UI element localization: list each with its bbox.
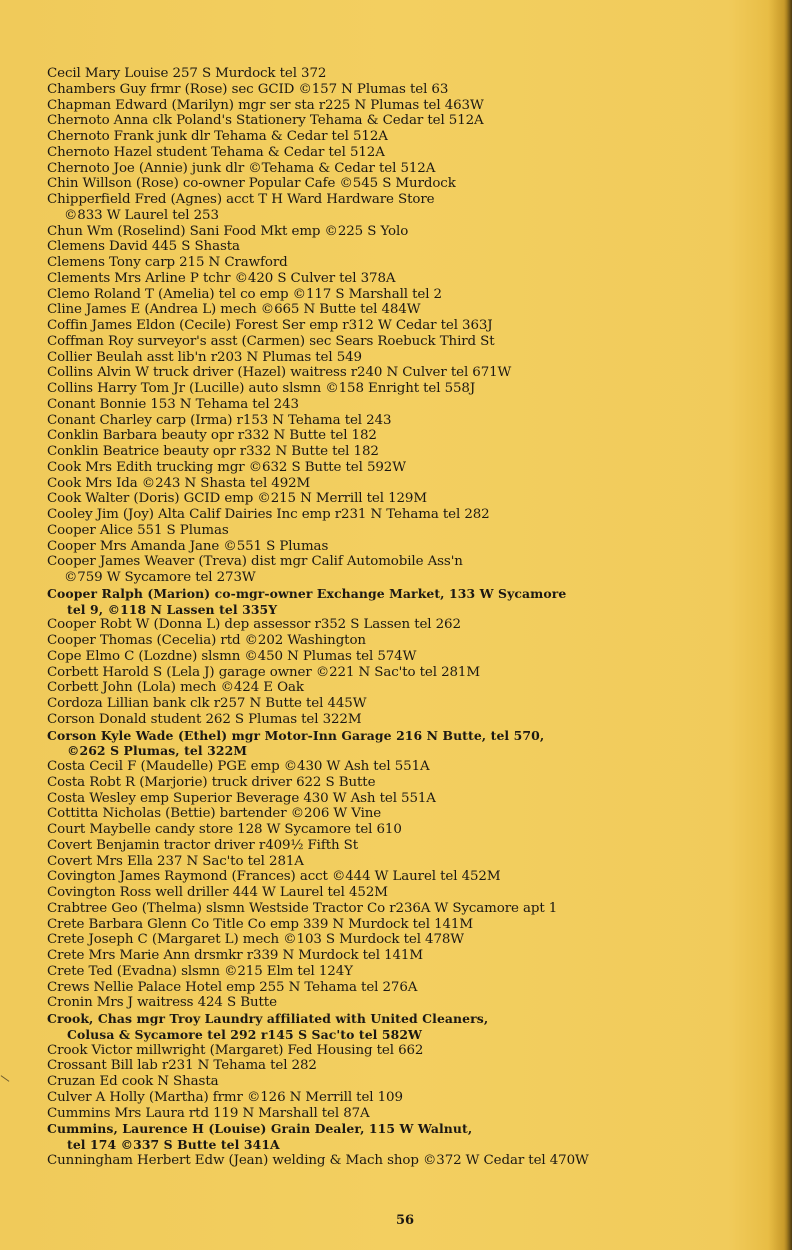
- entry-text: Conant Charley carp (Irma) r153 N Tehama tel 243: [47, 412, 392, 428]
- entry-text: Collier Beulah asst lib'n r203 N Plumas tel 549: [47, 349, 362, 365]
- directory-entry: [47, 287, 767, 303]
- entry-continuation: ©833 W Laurel tel 253: [64, 207, 219, 223]
- entry-text: Cooper James Weaver (Treva) dist mgr Calif Automobile Ass'n: [47, 554, 463, 570]
- directory-entry: [47, 271, 767, 287]
- entry-text: Chun Wm (Roselind) Sani Food Mkt emp ©225 S Yolo: [47, 223, 409, 239]
- directory-entry: [47, 523, 767, 539]
- directory-entry: [47, 980, 767, 996]
- directory-listing: [47, 66, 767, 1169]
- entry-text: Collins Harry Tom Jr (Lucille) auto slsmn ©158 Enright tel 558J: [47, 381, 476, 396]
- entry-text: Crook, Chas mgr Troy Laundry affiliated with United Cleaners,: [47, 1011, 489, 1026]
- entry-text: Crossant Bill lab r231 N Tehama tel 282: [47, 1058, 317, 1074]
- entry-text: Cooper Ralph (Marion) co-mgr-owner Exchange Market, 133 W Sycamore: [47, 585, 567, 601]
- entry-text: Clements Mrs Arline P tchr ©420 S Culver tel 378A: [47, 270, 396, 286]
- entry-text: Cook Mrs Ida ©243 N Shasta tel 492M: [47, 475, 311, 491]
- directory-entry: [47, 791, 767, 807]
- entry-text: Court Maybelle candy store 128 W Sycamore tel 610: [47, 822, 402, 837]
- directory-entry: [47, 1074, 767, 1090]
- directory-entry: [47, 381, 767, 397]
- entry-continuation: tel 174 ©337 S Butte tel 341A: [67, 1137, 280, 1152]
- directory-entry: [47, 948, 767, 964]
- entry-text: Cooley Jim (Joy) Alta Calif Dairies Inc emp r231 N Tehama tel 282: [47, 507, 490, 522]
- entry-text: Chambers Guy frmr (Rose) sec GCID ©157 N Plumas tel 63: [47, 81, 449, 97]
- directory-entry: [47, 491, 767, 507]
- directory-entry: [47, 917, 767, 933]
- directory-entry: [47, 901, 767, 917]
- entry-text: Costa Wesley emp Superior Beverage 430 W Ash tel 551A: [47, 790, 436, 806]
- directory-entry: [47, 854, 767, 870]
- directory-entry: [47, 334, 767, 350]
- entry-text: Crews Nellie Palace Hotel emp 255 N Tehama tel 276A: [47, 979, 418, 995]
- directory-entry: [47, 932, 767, 948]
- entry-continuation: Colusa & Sycamore tel 292 r145 S Sac'to tel 582W: [67, 1026, 423, 1042]
- directory-entry: [47, 696, 767, 712]
- directory-entry: [47, 460, 767, 476]
- directory-entry: [47, 397, 767, 413]
- entry-text: Cottitta Nicholas (Bettie) bartender ©206 W Vine: [47, 806, 382, 822]
- directory-entry: [47, 161, 767, 177]
- entry-text: Conant Bonnie 153 N Tehama tel 243: [47, 396, 299, 412]
- directory-entry: [47, 145, 767, 161]
- directory-entry: [47, 129, 767, 145]
- directory-entry: [47, 255, 767, 271]
- entry-text: Chernoto Hazel student Tehama & Cedar tel 512A: [47, 144, 385, 160]
- directory-entry: [47, 476, 767, 492]
- entry-text: Cooper Robt W (Donna L) dep assessor r352 S Lassen tel 262: [47, 617, 461, 633]
- entry-continuation: ©262 S Plumas, tel 322M: [67, 743, 248, 759]
- directory-entry: [47, 318, 767, 334]
- entry-text: Cooper Thomas (Cecelia) rtd ©202 Washington: [47, 633, 366, 648]
- entry-text: Costa Robt R (Marjorie) truck driver 622 S Butte: [47, 774, 376, 790]
- directory-entry: [47, 113, 767, 129]
- directory-entry: [47, 617, 767, 633]
- entry-text: Crabtree Geo (Thelma) slsmn Westside Tractor Co r236A W Sycamore apt 1: [47, 900, 558, 916]
- directory-entry: [47, 224, 767, 240]
- directory-entry: [47, 444, 767, 460]
- entry-text: Covert Benjamin tractor driver r409½ Fifth St: [47, 837, 359, 853]
- directory-entry: [47, 680, 767, 696]
- directory-entry: [47, 302, 767, 318]
- directory-entry: [47, 1090, 767, 1106]
- entry-text: Crete Ted (Evadna) slsmn ©215 Elm tel 124Y: [47, 963, 353, 979]
- directory-entry: [47, 759, 767, 775]
- directory-entry: [47, 350, 767, 366]
- entry-text: Coffman Roy surveyor's asst (Carmen) sec Sears Roebuck Third St: [47, 333, 495, 349]
- entry-text: Chipperfield Fred (Agnes) acct T H Ward Hardware Store: [47, 192, 435, 207]
- directory-entry: [47, 995, 767, 1011]
- entry-text: Cummins Mrs Laura rtd 119 N Marshall tel 87A: [47, 1105, 370, 1121]
- entry-text: Cronin Mrs J waitress 424 S Butte: [47, 995, 277, 1011]
- directory-entry: [47, 869, 767, 885]
- entry-continuation: tel 9, ©118 N Lassen tel 335Y: [67, 601, 278, 617]
- directory-entry: [47, 66, 767, 82]
- entry-text: Cummins, Laurence H (Louise) Grain Dealer, 115 W Walnut,: [47, 1121, 473, 1137]
- directory-entry: [47, 712, 767, 728]
- directory-entry: [47, 838, 767, 854]
- entry-text: Conklin Beatrice beauty opr r332 N Butte tel 182: [47, 444, 379, 459]
- entry-text: Covington Ross well driller 444 W Laurel tel 452M: [47, 885, 388, 900]
- entry-text: Cordoza Lillian bank clk r257 N Butte tel 445W: [47, 696, 367, 711]
- directory-entry: [47, 98, 767, 114]
- directory-entry: [47, 1011, 767, 1043]
- entry-text: Chernoto Joe (Annie) junk dlr ©Tehama & Cedar tel 512A: [47, 160, 436, 176]
- entry-text: Collins Alvin W truck driver (Hazel) waitress r240 N Culver tel 671W: [47, 365, 512, 381]
- entry-text: Costa Cecil F (Maudelle) PGE emp ©430 W Ash tel 551A: [47, 759, 430, 774]
- directory-entry: [47, 885, 767, 901]
- entry-text: Crete Joseph C (Margaret L) mech ©103 S Murdock tel 478W: [47, 932, 464, 948]
- entry-text: Chapman Edward (Marilyn) mgr ser sta r225 N Plumas tel 463W: [47, 97, 484, 113]
- directory-entry: [47, 176, 767, 192]
- entry-text: Cook Walter (Doris) GCID emp ©215 N Merrill tel 129M: [47, 491, 427, 507]
- directory-entry: [47, 413, 767, 429]
- entry-text: Corson Donald student 262 S Plumas tel 322M: [47, 711, 362, 727]
- directory-entry: [47, 633, 767, 649]
- entry-continuation: ©759 W Sycamore tel 273W: [64, 570, 256, 585]
- entry-text: Cline James E (Andrea L) mech ©665 N Butte tel 484W: [47, 302, 421, 318]
- entry-text: Cope Elmo C (Lozdne) slsmn ©450 N Plumas tel 574W: [47, 648, 417, 664]
- entry-text: Crook Victor millwright (Margaret) Fed Housing tel 662: [47, 1042, 424, 1058]
- entry-text: Covington James Raymond (Frances) acct ©444 W Laurel tel 452M: [47, 869, 501, 885]
- directory-entry: [47, 507, 767, 523]
- entry-text: Culver A Holly (Martha) frmr ©126 N Merrill tel 109: [47, 1089, 403, 1105]
- entry-text: Corbett John (Lola) mech ©424 E Oak: [47, 680, 304, 696]
- entry-text: Clemo Roland T (Amelia) tel co emp ©117 S Marshall tel 2: [47, 286, 442, 302]
- entry-text: Cecil Mary Louise 257 S Murdock tel 372: [47, 66, 327, 81]
- entry-text: Crete Barbara Glenn Co Title Co emp 339 N Murdock tel 141M: [47, 916, 473, 932]
- directory-entry: [47, 365, 767, 381]
- entry-text: Crete Mrs Marie Ann drsmkr r339 N Murdock tel 141M: [47, 948, 423, 963]
- directory-entry: [47, 554, 767, 586]
- directory-entry: [47, 728, 767, 760]
- directory-entry: [47, 1121, 767, 1153]
- entry-text: Clemens David 445 S Shasta: [47, 239, 240, 255]
- entry-text: Corson Kyle Wade (Ethel) mgr Motor-Inn Garage 216 N Butte, tel 570,: [47, 727, 545, 743]
- directory-entry: [47, 1106, 767, 1122]
- entry-text: Chernoto Frank junk dlr Tehama & Cedar tel 512A: [47, 129, 388, 144]
- directory-entry: [47, 1058, 767, 1074]
- entry-text: Cunningham Herbert Edw (Jean) welding & Mach shop ©372 W Cedar tel 470W: [47, 1152, 589, 1168]
- directory-entry: [47, 1153, 767, 1169]
- entry-text: Chernoto Anna clk Poland's Stationery Tehama & Cedar tel 512A: [47, 113, 484, 129]
- book-spine-shadow: [786, 0, 792, 1250]
- entry-text: Cooper Alice 551 S Plumas: [47, 522, 229, 538]
- entry-text: Cruzan Ed cook N Shasta: [47, 1074, 219, 1089]
- directory-entry: [47, 964, 767, 980]
- directory-entry: [47, 192, 767, 224]
- entry-text: Cooper Mrs Amanda Jane ©551 S Plumas: [47, 538, 329, 554]
- directory-entry: [47, 665, 767, 681]
- directory-entry: [47, 775, 767, 791]
- page-number: 56: [396, 1213, 415, 1228]
- entry-text: Cook Mrs Edith trucking mgr ©632 S Butte tel 592W: [47, 459, 406, 475]
- directory-entry: [47, 806, 767, 822]
- directory-entry: [47, 649, 767, 665]
- pencil-mark: [1, 1075, 10, 1082]
- directory-entry: [47, 539, 767, 555]
- directory-entry: [47, 82, 767, 98]
- entry-text: Corbett Harold S (Lela J) garage owner ©221 N Sac'to tel 281M: [47, 664, 480, 680]
- entry-text: Conklin Barbara beauty opr r332 N Butte tel 182: [47, 428, 377, 444]
- directory-entry: [47, 428, 767, 444]
- entry-text: Clemens Tony carp 215 N Crawford: [47, 255, 288, 270]
- directory-entry: [47, 822, 767, 838]
- entry-text: Covert Mrs Ella 237 N Sac'to tel 281A: [47, 853, 304, 869]
- entry-text: Coffin James Eldon (Cecile) Forest Ser emp r312 W Cedar tel 363J: [47, 318, 493, 333]
- entry-text: Chin Willson (Rose) co-owner Popular Cafe ©545 S Murdock: [47, 176, 456, 192]
- directory-entry: [47, 586, 767, 618]
- directory-entry: [47, 239, 767, 255]
- directory-entry: [47, 1043, 767, 1059]
